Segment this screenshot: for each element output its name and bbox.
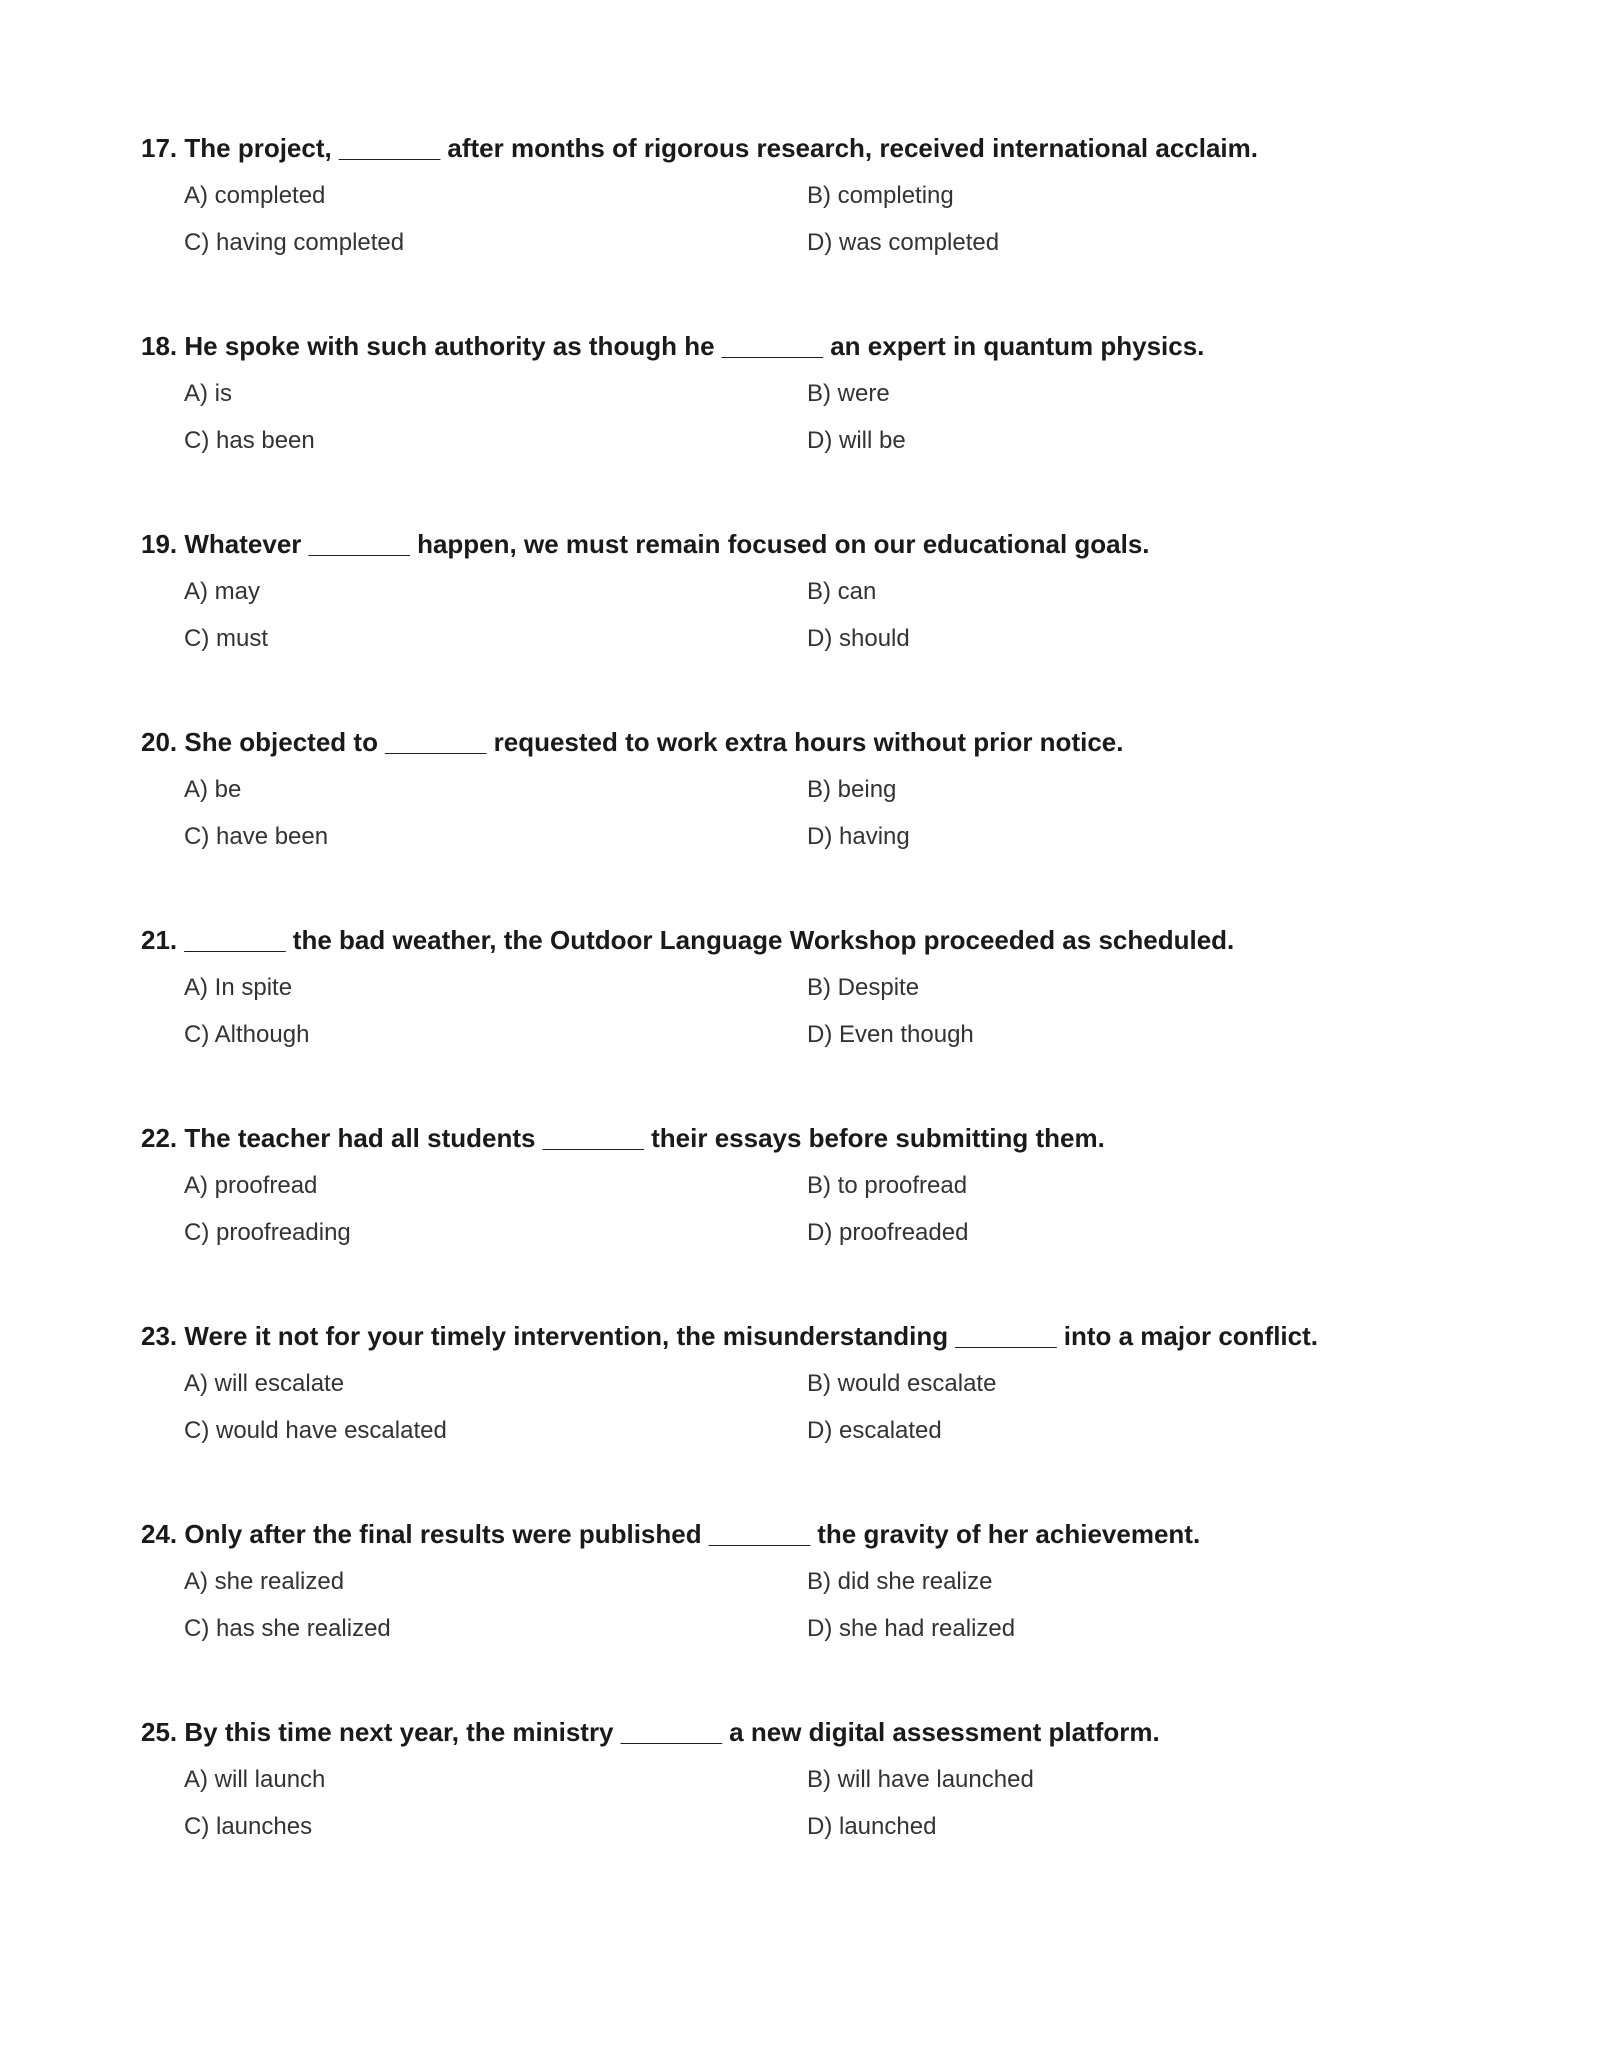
option-b: B) were (807, 380, 890, 407)
option-d: D) was completed (807, 229, 1000, 256)
option-d: D) will be (807, 427, 906, 454)
answer-options (184, 575, 1501, 669)
question-18 (141, 329, 1501, 471)
answer-options (184, 1169, 1501, 1263)
option-d: D) she had realized (807, 1615, 1016, 1642)
option-d: D) escalated (807, 1417, 942, 1444)
option-c: C) having completed (184, 229, 405, 256)
option-a: A) will launch (184, 1766, 326, 1793)
option-a: A) completed (184, 182, 326, 209)
option-a: A) be (184, 776, 242, 803)
option-d: D) launched (807, 1813, 937, 1840)
option-b: B) did she realize (807, 1568, 993, 1595)
option-a: A) may (184, 578, 261, 605)
option-b: B) would escalate (807, 1370, 997, 1397)
option-b: B) Despite (807, 974, 920, 1001)
option-b: B) being (807, 776, 897, 803)
answer-options (184, 377, 1501, 471)
option-d: D) proofreaded (807, 1219, 969, 1246)
option-d: D) should (807, 625, 910, 652)
option-b: B) completing (807, 182, 954, 209)
question-stem: 22. The teacher had all students _______ their essays before submitting them. (141, 1123, 1105, 1153)
option-c: C) has she realized (184, 1615, 391, 1642)
option-a: A) In spite (184, 974, 293, 1001)
option-b: B) will have launched (807, 1766, 1034, 1793)
question-19 (141, 527, 1501, 669)
option-b: B) can (807, 578, 877, 605)
question-24 (141, 1517, 1501, 1659)
question-22 (141, 1121, 1501, 1263)
option-a: A) is (184, 380, 232, 407)
question-stem: 17. The project, _______ after months of rigorous research, received international acclaim. (141, 133, 1258, 163)
option-c: C) would have escalated (184, 1417, 447, 1444)
answer-options (184, 773, 1501, 867)
question-17 (141, 131, 1501, 273)
question-21 (141, 923, 1501, 1065)
option-c: C) launches (184, 1813, 313, 1840)
answer-options (184, 971, 1501, 1065)
option-c: C) has been (184, 427, 315, 454)
option-a: A) proofread (184, 1172, 318, 1199)
question-stem: 21. _______ the bad weather, the Outdoor Language Workshop proceeded as scheduled. (141, 925, 1235, 955)
option-c: C) Although (184, 1021, 310, 1048)
option-b: B) to proofread (807, 1172, 968, 1199)
option-c: C) have been (184, 823, 329, 850)
answer-options (184, 179, 1501, 273)
question-stem: 20. She objected to _______ requested to work extra hours without prior notice. (141, 727, 1124, 757)
question-stem: 19. Whatever _______ happen, we must remain focused on our educational goals. (141, 529, 1150, 559)
question-stem: 24. Only after the final results were published _______ the gravity of her achievement. (141, 1519, 1201, 1549)
question-23 (141, 1319, 1501, 1461)
answer-options (184, 1565, 1501, 1659)
question-stem: 23. Were it not for your timely intervention, the misunderstanding _______ into a major conflict. (141, 1321, 1318, 1351)
option-d: D) having (807, 823, 910, 850)
question-20 (141, 725, 1501, 867)
option-a: A) will escalate (184, 1370, 345, 1397)
option-c: C) proofreading (184, 1219, 351, 1246)
answer-options (184, 1367, 1501, 1461)
answer-options (184, 1763, 1501, 1857)
option-d: D) Even though (807, 1021, 974, 1048)
option-a: A) she realized (184, 1568, 345, 1595)
question-stem: 18. He spoke with such authority as though he _______ an expert in quantum physics. (141, 331, 1205, 361)
question-25 (141, 1715, 1501, 1857)
question-stem: 25. By this time next year, the ministry _______ a new digital assessment platform. (141, 1717, 1160, 1747)
option-c: C) must (184, 625, 268, 652)
